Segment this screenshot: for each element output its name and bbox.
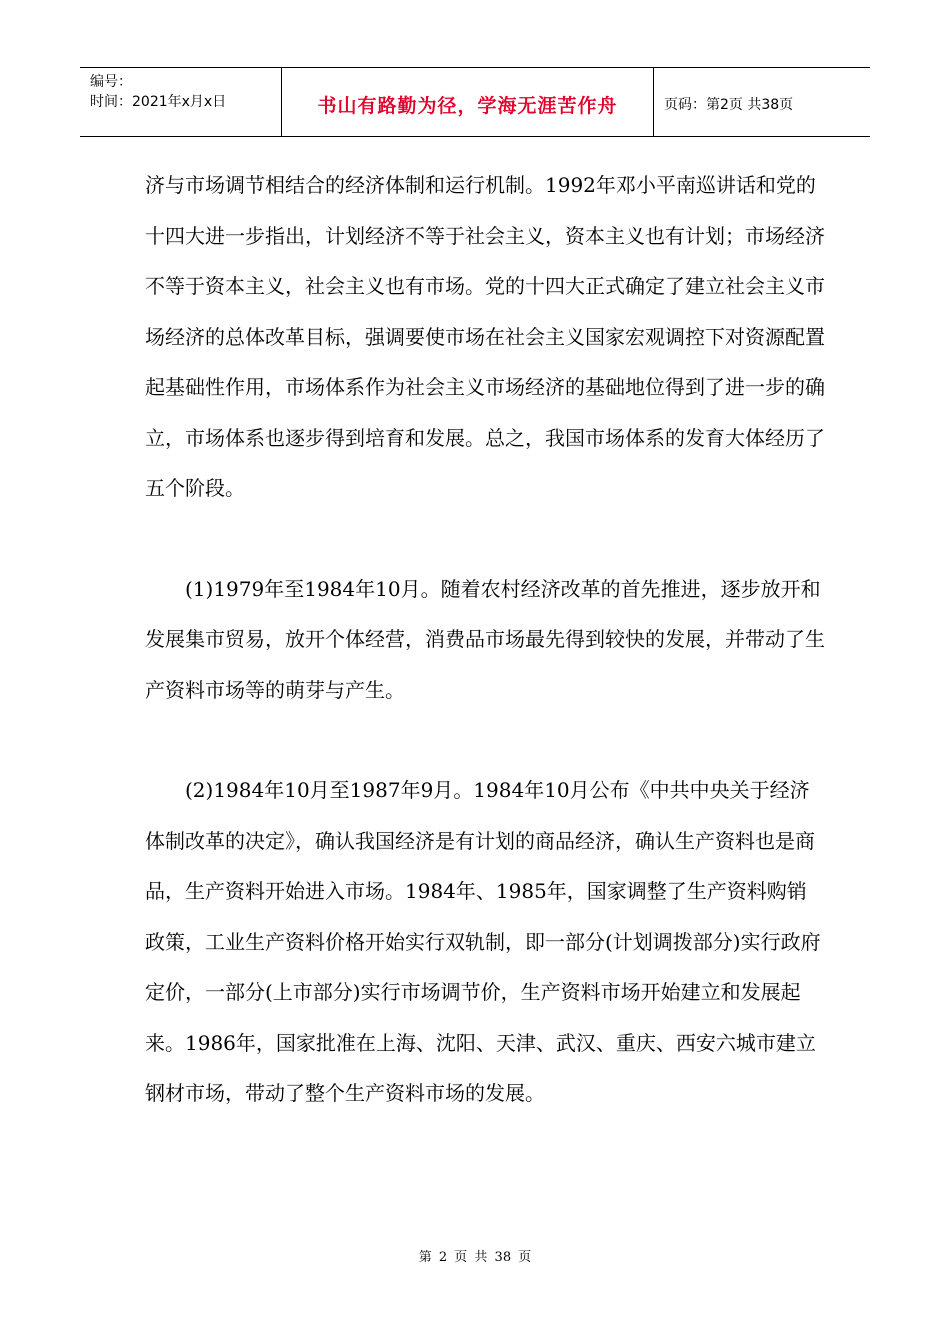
- body-paragraph: (1)1979年至1984年10月。随着农村经济改革的首先推进，逐步放开和发展集市贸易，放开个体经营，消费品市场最先得到较快的发展，并带动了生产资料市场等的萌芽与产生。: [145, 576, 825, 702]
- header-motto: 书山有路勤为径，学海无涯苦作舟: [317, 94, 618, 117]
- header-meta: [80, 68, 282, 136]
- serial-number-label: 编号：: [90, 74, 132, 90]
- page-footer: 第 2 页 共 38 页: [418, 1250, 532, 1265]
- body-paragraph: 济与市场调节相结合的经济体制和运行机制。1992年邓小平南巡讲话和党的十四大进一步指出，计划经济不等于社会主义，资本主义也有计划；市场经济不等于资本主义，社会主义也有市场。党的十四大正式确定了建立社会主义市场经济的总体改革目标，强调要使市场在社会主义国家宏观调控下对资源配置起基础性作用，市场体系作为社会主义市场经济的基础地位得到了进一步的确立，市场体系也逐步得到培育和发展。总之，我国市场体系的发育大体经历了五个阶段。: [145, 173, 825, 500]
- date-label: 时间：2021年x月x日: [90, 94, 227, 110]
- body-paragraph: (2)1984年10月至1987年9月。1984年10月公布《中共中央关于经济体制改革的决定》，确认我国经济是有计划的商品经济，确认生产资料也是商品，生产资料开始进入市场。1984年、1985年，国家调整了生产资料购销政策，工业生产资料价格开始实行双轨制，即一部分(计划调拨部分)实行政府定价，一部分(上市部分)实行市场调节价，生产资料市场开始建立和发展起来。1986年，国家批准在上海、沈阳、天津、武汉、重庆、西安六城市建立钢材市场，带动了整个生产资料市场的发展。: [145, 778, 821, 1105]
- header-page-info: 页码：第2页 共38页: [664, 97, 794, 113]
- page-header: [80, 67, 870, 137]
- header-page-info-cell: [654, 68, 870, 136]
- header-motto-cell: [282, 68, 654, 136]
- document-body: [145, 160, 825, 1119]
